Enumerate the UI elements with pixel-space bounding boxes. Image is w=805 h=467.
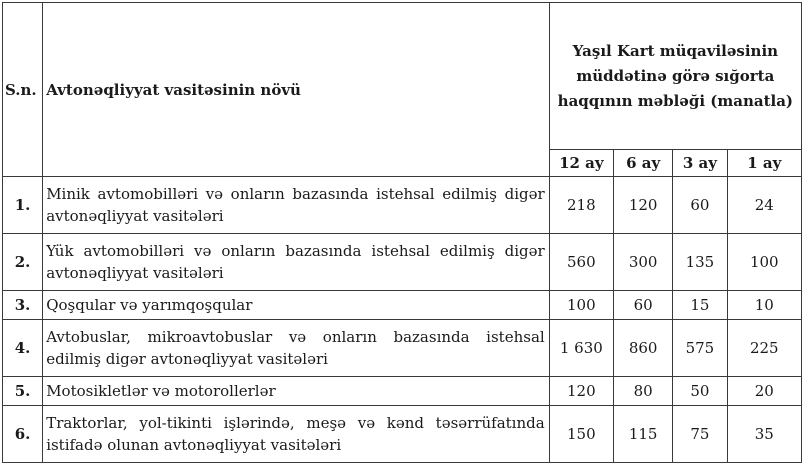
header-period-12: 12 ay	[549, 150, 613, 177]
row-serial-number: 4.	[3, 320, 43, 377]
row-value-1: 225	[727, 320, 801, 377]
row-vehicle-type: Qoşqular və yarımqoşqular	[43, 291, 550, 320]
header-premium-group: Yaşıl Kart müqaviləsinin müddətinə görə sığorta haqqının məbləği (manatla)	[549, 3, 801, 150]
row-value-3: 75	[673, 406, 727, 463]
header-period-1: 1 ay	[727, 150, 801, 177]
header-vehicle-type: Avtonəqliyyat vasitəsinin növü	[43, 3, 550, 177]
header-row	[3, 3, 802, 150]
row-value-6: 80	[614, 377, 673, 406]
insurance-tariff-table	[2, 2, 802, 463]
row-value-12: 218	[549, 177, 613, 234]
row-serial-number: 6.	[3, 406, 43, 463]
row-vehicle-type: Minik avtomobilləri və onların bazasında istehsal edilmiş digər avtonəqliyyat vasitələri	[43, 177, 550, 234]
row-value-3: 575	[673, 320, 727, 377]
row-vehicle-type: Motosikletlər və motorollerlər	[43, 377, 550, 406]
row-vehicle-type: Avtobuslar, mikroavtobuslar və onların bazasında istehsal edilmiş digər avtonəqliyyat vasitələri	[43, 320, 550, 377]
row-value-1: 20	[727, 377, 801, 406]
row-value-1: 24	[727, 177, 801, 234]
row-value-3: 135	[673, 234, 727, 291]
row-value-12: 120	[549, 377, 613, 406]
row-value-3: 15	[673, 291, 727, 320]
row-value-1: 100	[727, 234, 801, 291]
row-value-3: 50	[673, 377, 727, 406]
row-value-12: 150	[549, 406, 613, 463]
row-value-12: 1 630	[549, 320, 613, 377]
table-row	[3, 177, 802, 234]
row-value-1: 10	[727, 291, 801, 320]
row-value-12: 560	[549, 234, 613, 291]
row-vehicle-type: Yük avtomobilləri və onların bazasında istehsal edilmiş digər avtonəqliyyat vasitələri	[43, 234, 550, 291]
row-value-6: 300	[614, 234, 673, 291]
row-serial-number: 2.	[3, 234, 43, 291]
row-vehicle-type: Traktorlar, yol-tikinti işlərində, meşə və kənd təsərrüfatında istifadə olunan avtonəqliyyat vasitələri	[43, 406, 550, 463]
table-row	[3, 234, 802, 291]
row-serial-number: 5.	[3, 377, 43, 406]
table-row	[3, 406, 802, 463]
row-serial-number: 1.	[3, 177, 43, 234]
row-value-12: 100	[549, 291, 613, 320]
row-serial-number: 3.	[3, 291, 43, 320]
row-value-6: 60	[614, 291, 673, 320]
table-row	[3, 377, 802, 406]
row-value-1: 35	[727, 406, 801, 463]
table-row	[3, 320, 802, 377]
table-row	[3, 291, 802, 320]
header-period-3: 3 ay	[673, 150, 727, 177]
row-value-6: 115	[614, 406, 673, 463]
row-value-6: 120	[614, 177, 673, 234]
header-period-6: 6 ay	[614, 150, 673, 177]
header-serial-number: S.n.	[3, 3, 43, 177]
row-value-6: 860	[614, 320, 673, 377]
row-value-3: 60	[673, 177, 727, 234]
